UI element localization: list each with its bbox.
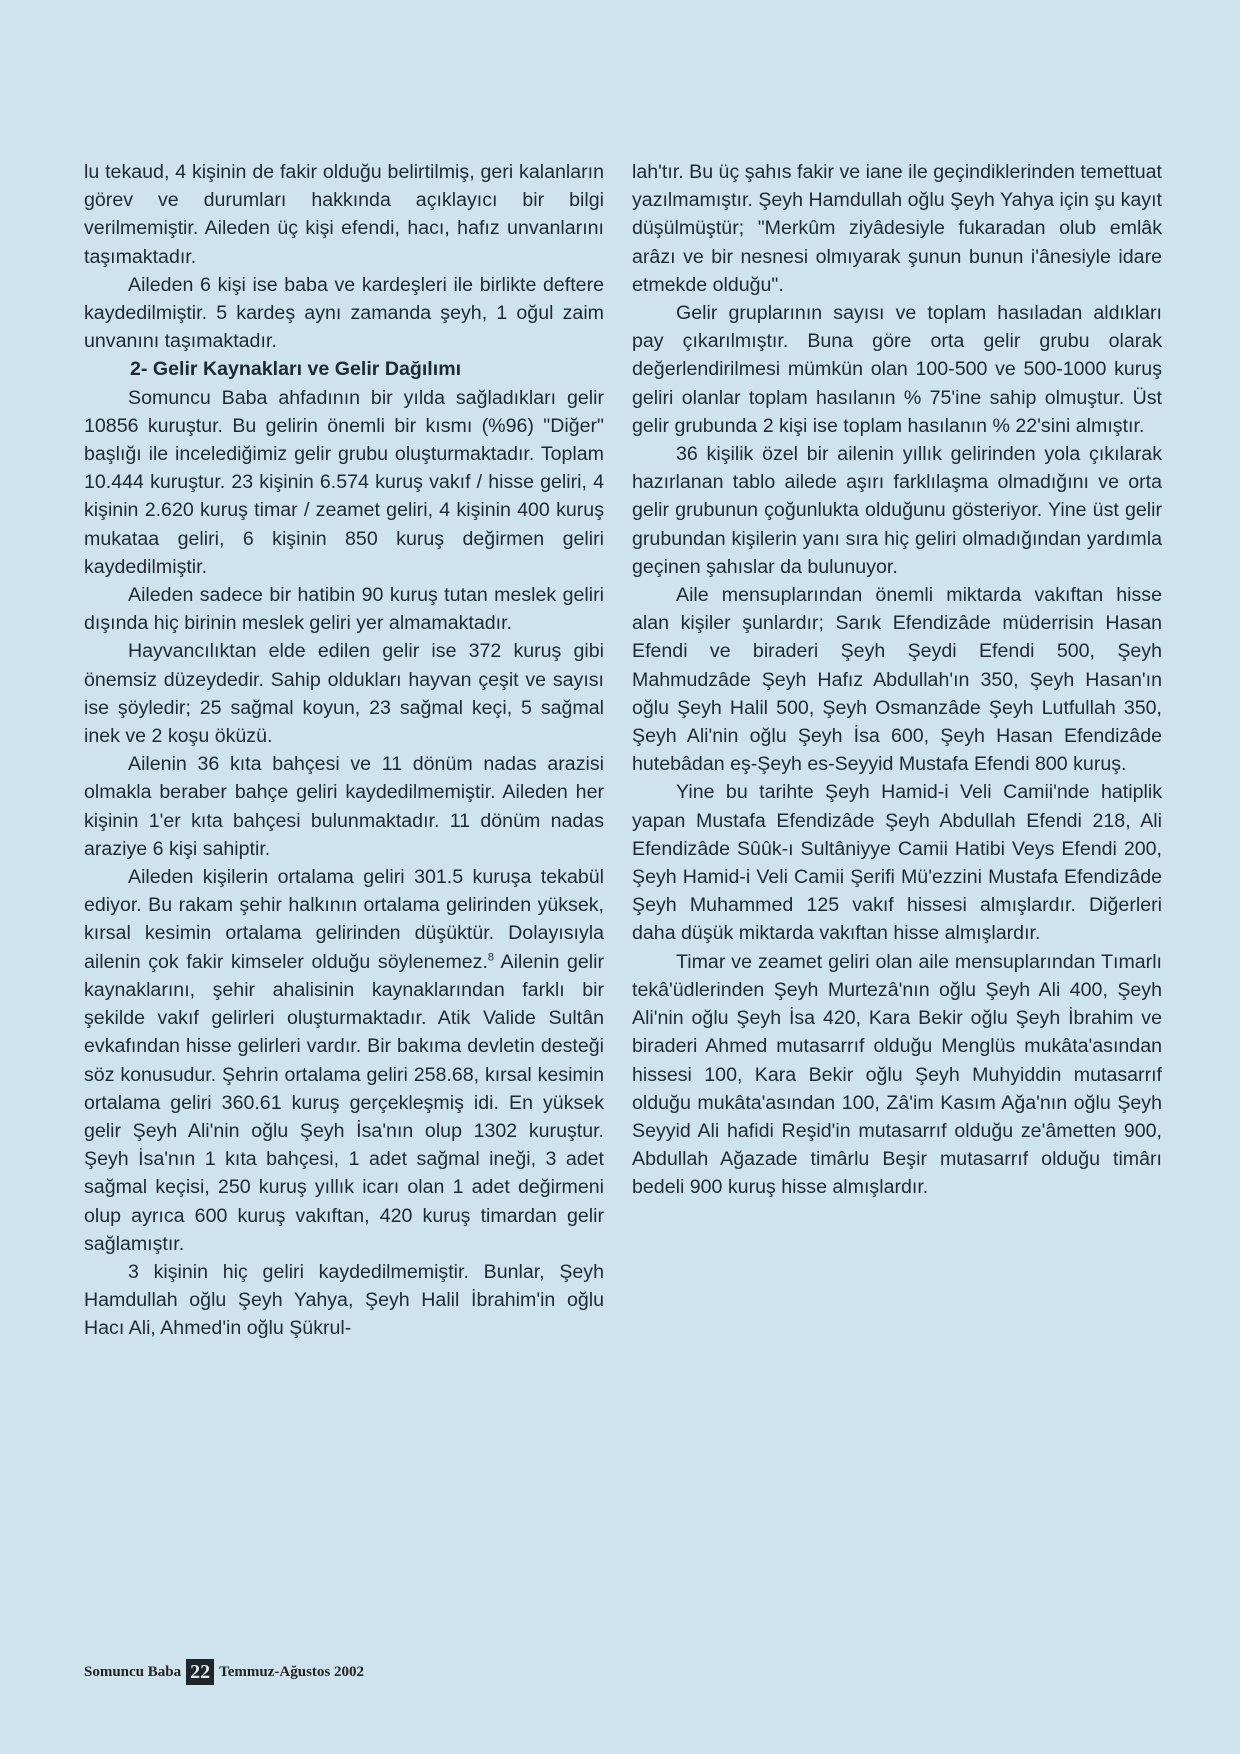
paragraph: Aile mensuplarından önemli miktarda vakıftan hisse alan kişiler şunlardır; Sarık Efendizâde müderrisin Hasan Efendi ve biraderi Şeyh Şeydi Efendi 500, Şeyh Mahmudzâde Şeyh Hafız Abdullah'ın 350, Şeyh Hasan'ın oğlu Şeyh Halil 500, Şeyh Osmanzâde Şeyh Lutfullah 350, Şeyh Ali'nin oğlu Şeyh İsa 600, Şeyh Hasan Efendizâde hutebâdan eş-Şeyh es-Seyyid Mustafa Efendi 800 kuruş. [632, 584, 1162, 776]
paragraph: Ailenin 36 kıta bahçesi ve 11 dönüm nadas arazisi olmakla beraber bahçe geliri kaydedilmemiştir. Aileden her kişinin 1'er kıta bahçesi bulunmaktadır. 11 dönüm nadas araziye 6 kişi sahiptir. [84, 753, 604, 860]
paragraph: Hayvancılıktan elde edilen gelir ise 372 kuruş gibi önemsiz düzeydedir. Sahip oldukları hayvan çeşit ve sayısı ise şöyledir; 25 sağmal koyun, 23 sağmal keçi, 5 sağmal inek ve 2 koşu öküzü. [84, 640, 604, 748]
paragraph: 3 kişinin hiç geliri kaydedilmemiştir. Bunlar, Şeyh Hamdullah oğlu Şeyh Yahya, Şeyh Halil İbrahim'in oğlu Hacı Ali, Ahmed'in oğlu Şükrul- [84, 1260, 604, 1340]
section-heading: 2- Gelir Kaynakları ve Gelir Dağılımı [130, 358, 462, 381]
paragraph-text: Aileden kişilerin ortalama geliri 301.5 kuruşa tekabül ediyor. Bu rakam şehir halkının ortalama gelirinden yüksek, kırsal kesimin ortalama gelirinden düşüktür. Dolayısıyla ailenin çok fakir kimseler olduğu söylenemez. [84, 866, 604, 973]
paragraph: 36 kişilik özel bir ailenin yıllık gelirinden yola çıkılarak hazırlanan tablo ailede aşırı farklılaşma olmadığını ve orta gelir grubunun çoğunlukta olduğunu gösteriyor. Yine üst gelir grubundan kişilerin yanı sıra hiç geliri olmadığından yardımla geçinen şahıslar da bulunuyor. [632, 443, 1162, 578]
paragraph-text: Ailenin gelir kaynaklarını, şehir ahalisinin kaynaklarından farklı bir şekilde vakıf gelirleri oluşturmaktadır. Atik Valide Sultân evkafından hisse gelirleri vardır. Bir bakıma devletin desteği söz konusudur. Şehrin ortalama geliri 258.68, kırsal kesimin ortalama geliri 360.61 kuruş gerçekleşmiş idi. En yüksek gelir Şeyh Ali'nin oğlu Şeyh İsa'nın olup 1302 kuruştur. Şeyh İsa'nın 1 kıta bahçesi, 1 adet sağmal ineği, 3 adet sağmal keçisi, 250 kuruş yıllık icarı olan 1 adet değirmeni olup ayrıca 600 kuruş vakıftan, 420 kuruş timardan gelir sağlamıştır. [84, 950, 605, 1255]
paragraph: Yine bu tarihte Şeyh Hamid-i Veli Camii'nde hatiplik yapan Mustafa Efendizâde Şeyh Abdullah Efendi 218, Ali Efendizâde Sûûk-ı Sultâniyye Camii Hatibi Veys Efendi 200, Şeyh Hamid-i Veli Camii Şerifi Mü'ezzini Mustafa Efendizâde Şeyh Muhammed 125 vakıf hissesi almışlardır. Diğerleri daha düşük miktarda vakıftan hisse almışlardır. [632, 781, 1162, 945]
issue-date: Temmuz-Ağustos 2002 [219, 1663, 364, 1680]
paragraph: lah'tır. Bu üç şahıs fakir ve iane ile geçindiklerinden temettuat yazılmamıştır. Şeyh Hamdullah oğlu Şeyh Yahya için şu kayıt düşülmüştür; "Merkûm ziyâdesiyle fukaradan olub emlâk arâzı ve bir nesnesi olmıyarak şunun bunun i'ânesiyle idare etmekde olduğu". [632, 161, 1162, 296]
paragraph: Gelir gruplarının sayısı ve toplam hasıladan aldıkları pay çıkarılmıştır. Buna göre orta gelir grubu olarak değerlendirilmesi mümkün olan 100-500 ve 500-1000 kuruş geliri olanlar toplam hasılanın % 75'ine sahip olmuştur. Üst gelir grubunda 2 kişi ise toplam hasılanın % 22'sini almıştır. [632, 302, 1162, 437]
right-column [632, 158, 1162, 1202]
page-footer [84, 1658, 364, 1686]
left-column [84, 158, 604, 1343]
paragraph: Timar ve zeamet geliri olan aile mensuplarından Tımarlı tekâ'üdlerinden Şeyh Murtezâ'nın oğlu Şeyh Ali 400, Şeyh Ali'nin oğlu Şeyh İsa 420, Kara Bekir oğlu Şeyh İbrahim ve biraderi Ahmed mutasarrıf olduğu Menglüs mukâta'asından hissesi 100, Kara Bekir oğlu Şeyh Muhyiddin mutasarrıf olduğu mukâta'asından 100, Zâ'im Kasım Ağa'nın oğlu Şeyh Seyyid Ali hafidi Reşid'in mutasarrıf olduğu ze'âmetten 900, Abdullah Ağazade timârlu Beşir mutasarrıf olduğu timârı bedeli 900 kuruş hisse almışlardır. [632, 950, 1162, 1199]
paragraph: Aileden sadece bir hatibin 90 kuruş tutan meslek geliri dışında hiç birinin meslek geliri yer almamaktadır. [84, 584, 604, 635]
paragraph: Somuncu Baba ahfadının bir yılda sağladıkları gelir 10856 kuruştur. Bu gelirin önemli bir kısmı (%96) "Diğer" başlığı ile incelediğimiz gelir grubu oluşturmaktadır. Toplam 10.444 kuruştur. 23 kişinin 6.574 kuruş vakıf / hisse geliri, 4 kişinin 2.620 kuruş timar / zeamet geliri, 4 kişinin 400 kuruş mukataa geliri, 6 kişinin 850 kuruş değirmen geliri kaydedilmiştir. [84, 386, 604, 578]
magazine-name: Somuncu Baba [84, 1663, 182, 1680]
paragraph: lu tekaud, 4 kişinin de fakir olduğu belirtilmiş, geri kalanların görev ve durumları hakkında açıklayıcı bir bilgi verilmemiştir. Aileden üç kişi efendi, hacı, hafız unvanlarını taşımaktadır. [84, 161, 604, 268]
page-number: 22 [186, 1659, 214, 1685]
footnote-marker: 8 [487, 951, 495, 964]
paragraph: Aileden 6 kişi ise baba ve kardeşleri ile birlikte deftere kaydedilmiştir. 5 kardeş aynı zamanda şeyh, 1 oğul zaim unvanını taşımaktadır. [84, 273, 604, 353]
paragraph [84, 863, 604, 1258]
